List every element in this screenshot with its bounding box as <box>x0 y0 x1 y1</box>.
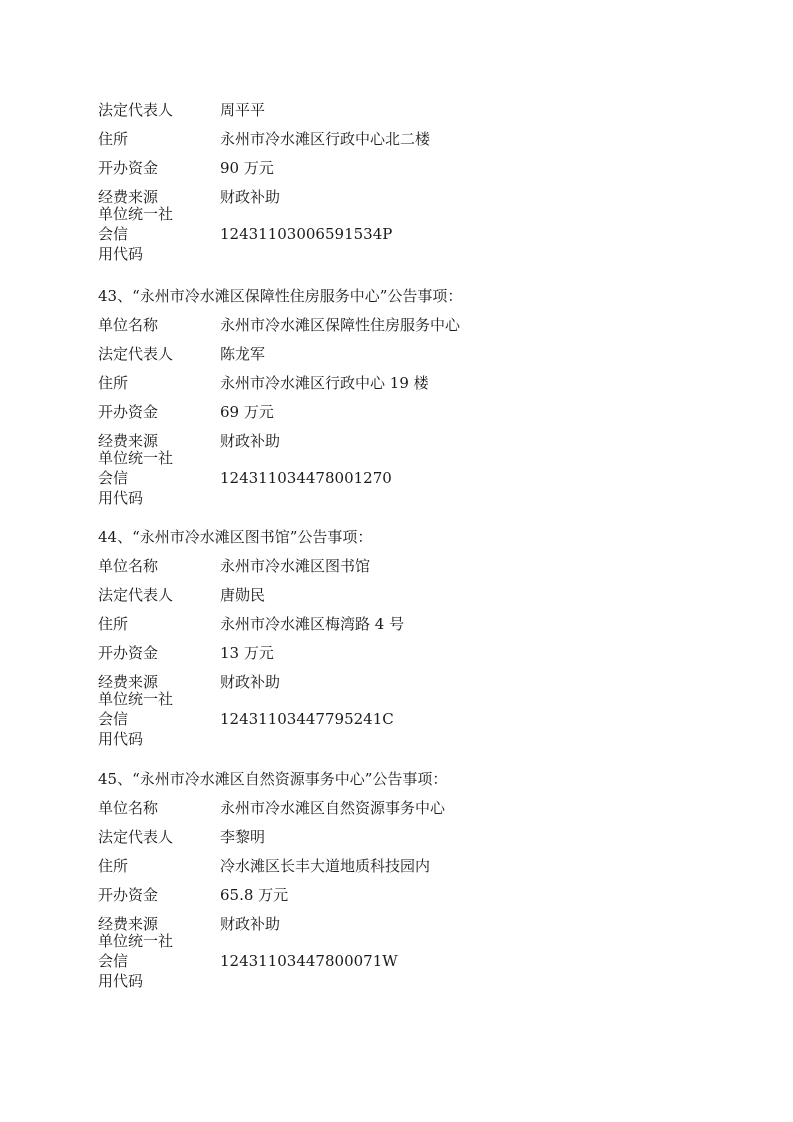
capital-value: 90 万元 <box>220 159 274 177</box>
legal-rep-row <box>98 822 718 851</box>
capital-row <box>98 397 718 426</box>
name-row <box>98 310 718 339</box>
capital-row <box>98 880 718 909</box>
name-value: 永州市冷水滩区保障性住房服务中心 <box>220 316 461 334</box>
capital-row <box>98 638 718 667</box>
capital-label: 开办资金 <box>98 402 159 421</box>
funding-value: 财政补助 <box>220 432 281 450</box>
entry-heading: 43、“永州市冷水滩区保障性住房服务中心”公告事项： <box>98 287 463 305</box>
legal-rep-label: 法定代表人 <box>98 100 174 119</box>
address-value: 永州市冷水滩区梅湾路 4 号 <box>220 615 405 633</box>
credit-code-label-line1: 单位统一社会信 <box>98 932 174 970</box>
entry-43 <box>98 282 718 507</box>
funding-value: 财政补助 <box>220 188 281 206</box>
credit-code-row <box>98 690 718 748</box>
funding-label: 经费来源 <box>98 187 159 206</box>
capital-value: 65.8 万元 <box>220 886 289 904</box>
name-row <box>98 793 718 822</box>
funding-row <box>98 909 718 938</box>
address-label: 住所 <box>98 856 129 875</box>
name-value: 永州市冷水滩区图书馆 <box>220 557 371 575</box>
credit-code-row <box>98 449 718 507</box>
funding-value: 财政补助 <box>220 915 281 933</box>
credit-code-label <box>98 204 184 264</box>
funding-row <box>98 426 718 455</box>
credit-code-label-line2: 用代码 <box>98 245 144 263</box>
credit-code-label-line2: 用代码 <box>98 730 144 748</box>
address-value: 冷水滩区长丰大道地质科技园内 <box>220 857 431 875</box>
credit-code-value: 12431103006591534P <box>220 225 393 243</box>
address-label: 住所 <box>98 373 129 392</box>
entry-44 <box>98 523 718 748</box>
legal-rep-row <box>98 580 718 609</box>
legal-rep-label: 法定代表人 <box>98 585 174 604</box>
credit-code-label <box>98 689 184 749</box>
entry-42 <box>98 95 718 263</box>
legal-rep-label: 法定代表人 <box>98 344 174 363</box>
credit-code-label-line1: 单位统一社会信 <box>98 449 174 487</box>
legal-rep-row <box>98 339 718 368</box>
credit-code-value: 12431103447795241C <box>220 710 394 728</box>
legal-rep-label: 法定代表人 <box>98 827 174 846</box>
address-row <box>98 124 718 153</box>
legal-rep-value: 陈龙军 <box>220 345 266 363</box>
name-value: 永州市冷水滩区自然资源事务中心 <box>220 799 446 817</box>
address-label: 住所 <box>98 129 129 148</box>
funding-label: 经费来源 <box>98 431 159 450</box>
funding-label: 经费来源 <box>98 914 159 933</box>
address-label: 住所 <box>98 614 129 633</box>
address-row <box>98 609 718 638</box>
capital-row <box>98 153 718 182</box>
address-value: 永州市冷水滩区行政中心北二楼 <box>220 130 431 148</box>
credit-code-label-line2: 用代码 <box>98 972 144 990</box>
entry-45 <box>98 765 718 990</box>
name-label: 单位名称 <box>98 556 159 575</box>
legal-rep-value: 周平平 <box>220 101 266 119</box>
credit-code-label-line2: 用代码 <box>98 489 144 507</box>
capital-label: 开办资金 <box>98 158 159 177</box>
credit-code-row <box>98 932 718 990</box>
capital-label: 开办资金 <box>98 643 159 662</box>
credit-code-value: 124311034478001270 <box>220 469 392 487</box>
funding-label: 经费来源 <box>98 672 159 691</box>
address-row <box>98 851 718 880</box>
legal-rep-value: 李黎明 <box>220 828 266 846</box>
capital-value: 69 万元 <box>220 403 274 421</box>
capital-value: 13 万元 <box>220 644 274 662</box>
legal-rep-row <box>98 95 718 124</box>
funding-row <box>98 182 718 211</box>
credit-code-label-line1: 单位统一社会信 <box>98 205 174 243</box>
entry-heading: 44、“永州市冷水滩区图书馆”公告事项： <box>98 528 373 546</box>
credit-code-value: 12431103447800071W <box>220 952 398 970</box>
credit-code-row <box>98 205 718 263</box>
name-label: 单位名称 <box>98 798 159 817</box>
address-row <box>98 368 718 397</box>
credit-code-label <box>98 931 184 991</box>
funding-row <box>98 667 718 696</box>
name-row <box>98 551 718 580</box>
address-value: 永州市冷水滩区行政中心 19 楼 <box>220 374 429 392</box>
capital-label: 开办资金 <box>98 885 159 904</box>
name-label: 单位名称 <box>98 315 159 334</box>
funding-value: 财政补助 <box>220 673 281 691</box>
legal-rep-value: 唐勋民 <box>220 586 266 604</box>
credit-code-label-line1: 单位统一社会信 <box>98 690 174 728</box>
entry-heading: 45、“永州市冷水滩区自然资源事务中心”公告事项： <box>98 770 448 788</box>
credit-code-label <box>98 448 184 508</box>
